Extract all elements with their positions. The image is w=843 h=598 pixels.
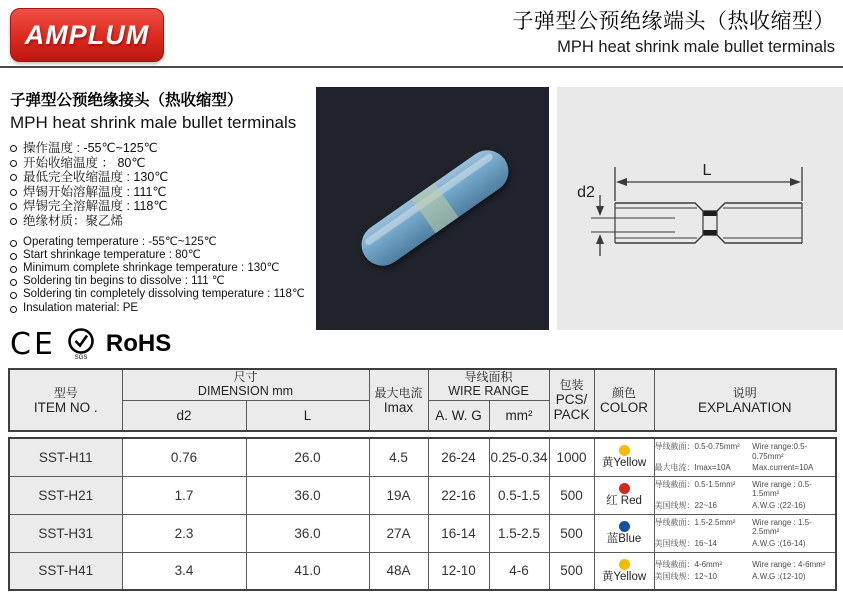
- table-row: [9, 476, 836, 514]
- page-title-cn: 子弹型公预绝缘端头（热收缩型）: [512, 10, 835, 33]
- diameter-label: d2: [577, 184, 595, 201]
- cell-item-no: SST-H11: [9, 438, 122, 476]
- cell-mm2: 1.5-2.5: [489, 514, 549, 552]
- color-dot: [619, 445, 630, 456]
- table-row: [9, 552, 836, 590]
- cell-explanation: 导线截面：1.5-2.5mm² Wire range : 1.5-2.5mm² 美国线规：16~14 A.W.G :(16-14): [654, 514, 836, 552]
- cell-explanation: 导线截面：0.5-1.5mm² Wire range : 0.5-1.5mm² 美国线规：22~16 A.W.G :(22-16): [654, 476, 836, 514]
- product-description: [10, 88, 316, 362]
- dimension-diagram: [557, 87, 843, 330]
- cell-imax: 19A: [369, 476, 428, 514]
- cell-color: 黄Yellow: [594, 552, 654, 590]
- spec-list-cn: [10, 141, 316, 229]
- color-dot: [619, 483, 630, 494]
- product-photo: [316, 87, 549, 330]
- col-header-pack: 包装 PCS/ PACK: [549, 369, 594, 431]
- cell-l: 36.0: [246, 514, 369, 552]
- spec-list-en: [10, 236, 316, 315]
- cell-item-no: SST-H41: [9, 552, 122, 590]
- spec-item: Operating temperature : -55℃~125℃: [10, 236, 316, 249]
- amplum-logo: [10, 8, 164, 62]
- certification-marks: [10, 327, 316, 362]
- cell-color: 黄Yellow: [594, 438, 654, 476]
- spec-item: 焊锡开始溶解温度 : 111℃: [10, 185, 316, 200]
- cell-mm2: 0.25-0.34: [489, 438, 549, 476]
- spec-item: Soldering tin begins to dissolve : 111 ℃: [10, 275, 316, 288]
- spec-item: 开始收缩温度 ： 80℃: [10, 156, 316, 171]
- cell-mm2: 0.5-1.5: [489, 476, 549, 514]
- spec-table-header: [8, 368, 837, 432]
- cell-awg: 16-14: [428, 514, 489, 552]
- cell-color: 红 Red: [594, 476, 654, 514]
- col-header-awg: A. W. G: [428, 400, 489, 431]
- header-divider: [0, 66, 843, 68]
- cell-awg: 26-24: [428, 438, 489, 476]
- cell-item-no: SST-H21: [9, 476, 122, 514]
- spec-table-body: [8, 437, 837, 591]
- rohs-certification-label: RoHS: [105, 330, 172, 358]
- tube-middle-band: [411, 183, 458, 233]
- col-header-color: 颜色 COLOR: [594, 369, 654, 431]
- col-header-item-no: 型号 ITEM NO .: [9, 369, 122, 431]
- cell-d2: 1.7: [122, 476, 246, 514]
- cell-l: 26.0: [246, 438, 369, 476]
- cell-pack: 1000: [549, 438, 594, 476]
- cell-awg: 22-16: [428, 476, 489, 514]
- spec-item: Insulation material: PE: [10, 302, 316, 315]
- page-title-block: [513, 5, 836, 57]
- spec-item: 操作温度 : -55℃~125℃: [10, 141, 316, 156]
- cell-pack: 500: [549, 514, 594, 552]
- col-header-wire-range: 导线面积 WIRE RANGE: [428, 369, 549, 400]
- cell-d2: 3.4: [122, 552, 246, 590]
- cell-d2: 0.76: [122, 438, 246, 476]
- spec-item: 绝缘材质：聚乙烯: [10, 214, 316, 229]
- spec-item: 最低完全收缩温度 : 130℃: [10, 170, 316, 185]
- col-header-imax: 最大电流 Imax: [369, 369, 428, 431]
- ce-certification-icon: CE: [10, 326, 56, 362]
- cell-l: 41.0: [246, 552, 369, 590]
- table-row: [9, 438, 836, 476]
- sgs-certification-icon: [66, 327, 96, 361]
- spec-item: Soldering tin completely dissolving temperature : 118℃: [10, 288, 316, 301]
- heat-shrink-tube-image: [353, 142, 516, 274]
- cell-l: 36.0: [246, 476, 369, 514]
- product-heading-cn: 子弹型公预绝缘接头（热收缩型）: [10, 92, 243, 109]
- cell-pack: 500: [549, 552, 594, 590]
- table-row: [9, 514, 836, 552]
- spec-item: 焊锡完全溶解温度 : 118℃: [10, 199, 316, 214]
- col-header-dimension: 尺寸 DIMENSION mm: [122, 369, 369, 400]
- cell-imax: 4.5: [369, 438, 428, 476]
- spec-item: Minimum complete shrinkage temperature : 130℃: [10, 262, 316, 275]
- col-header-l: L: [246, 400, 369, 431]
- cell-d2: 2.3: [122, 514, 246, 552]
- col-header-d2: d2: [122, 400, 246, 431]
- cell-item-no: SST-H31: [9, 514, 122, 552]
- col-header-mm2: mm²: [489, 400, 549, 431]
- cell-pack: 500: [549, 476, 594, 514]
- logo-text: AMPLUM: [24, 19, 150, 50]
- svg-text:SGS: SGS: [74, 355, 88, 362]
- product-heading-en: MPH heat shrink male bullet terminals: [10, 113, 297, 132]
- color-dot: [619, 559, 630, 570]
- dimension-diagram-drawing: [557, 87, 843, 330]
- cell-awg: 12-10: [428, 552, 489, 590]
- color-dot: [619, 521, 630, 532]
- cell-imax: 27A: [369, 514, 428, 552]
- cell-color: 蓝Blue: [594, 514, 654, 552]
- cell-explanation: 导线截面：0.5-0.75mm² Wire range:0.5-0.75mm² 最大电流：Imax=10A Max.current=10A: [654, 438, 836, 476]
- page-title-en: MPH heat shrink male bullet terminals: [557, 38, 835, 56]
- spec-item: Start shrinkage temperature : 80℃: [10, 249, 316, 262]
- col-header-explanation: 说明 EXPLANATION: [654, 369, 836, 431]
- cell-explanation: 导线截面：4-6mm² Wire range : 4-6mm² 美国线规：12~10 A.W.G :(12-10): [654, 552, 836, 590]
- length-label: L: [702, 162, 712, 179]
- cell-imax: 48A: [369, 552, 428, 590]
- cell-mm2: 4-6: [489, 552, 549, 590]
